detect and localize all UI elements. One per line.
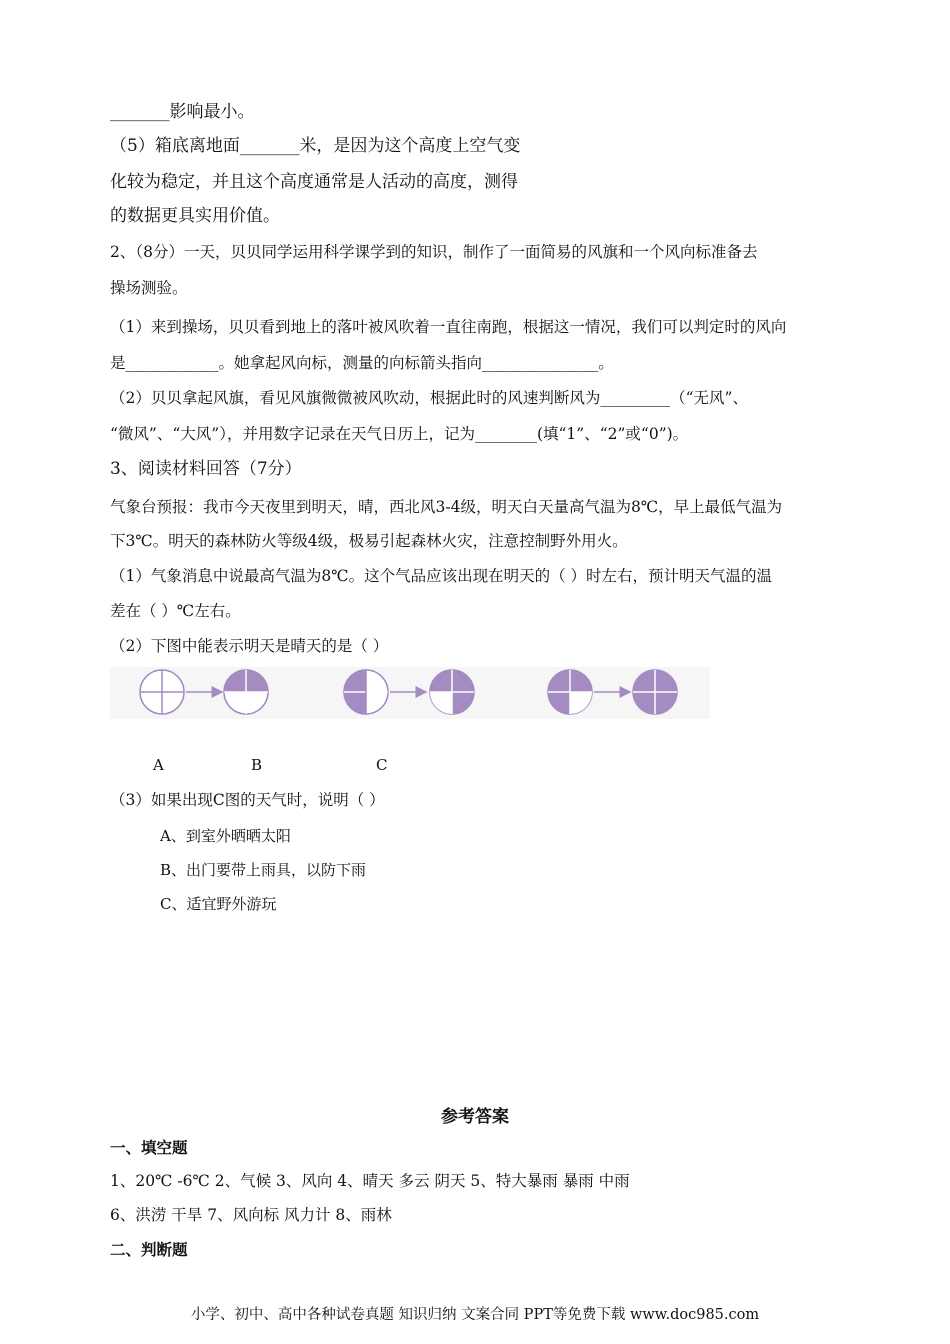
mostly-cloudy-icon [548,670,592,714]
answer-line: 1、20℃ -6℃ 2、气候 3、风向 4、晴天 多云 阴天 5、特大暴雨 暴雨 中雨 [110,1172,630,1190]
option-a: A、到室外晒晒太阳 [160,827,291,845]
figure-label-c: C [376,756,388,774]
overcast-icon [633,670,677,714]
text-line: 气象台预报：我市今天夜里到明天，晴，西北风3-4级，明天白天量高气温为8℃，早上最低气温为 [110,498,783,516]
option-c: C、适宜野外游玩 [160,895,277,913]
text-line: 的数据更具实用价值。 [110,206,280,226]
partly-cloudy-icon [344,670,388,714]
question-2-part-2: （2）贝贝拿起风旗，看见风旗微微被风吹动，根据此时的风速判断风为_________（“无风”、 [110,389,748,407]
section-title: 一、填空题 [110,1138,188,1157]
answer-line: 6、洪涝 干旱 7、风向标 风力计 8、雨林 [110,1206,392,1224]
text-line: “微风”、“大风”），并用数字记录在天气日历上，记为________(填“1”、“2”或“0”)。 [110,425,689,443]
question-2-stem: 2、（8分）一天，贝贝同学运用科学课学到的知识，制作了一面简易的风旗和一个风向标准备去 [110,243,758,261]
answers-title: 参考答案 [441,1107,509,1127]
text-line: _______影响最小。 [110,102,255,122]
text-line: 是____________。她拿起风向标，测量的向标箭头指向_______________。 [110,354,614,372]
option-b: B、出门要带上雨具，以防下雨 [160,861,367,879]
weather-symbols-figure [110,667,710,723]
question-2-part-1: （1）来到操场，贝贝看到地上的落叶被风吹着一直往南跑，根据这一情况，我们可以判定时的风向 [110,318,787,336]
clear-sky-icon [140,670,184,714]
mostly-cloudy-icon [430,670,474,714]
text-line: 差在（ ）℃左右。 [110,602,241,620]
figure-label-a: A [153,756,164,774]
figure-label-b: B [251,756,263,774]
question-3-part-2: （2）下图中能表示明天是晴天的是（ ） [110,637,389,655]
text-line: 操场测验。 [110,279,188,297]
partly-cloudy-icon [224,670,268,714]
section-title: 二、判断题 [110,1240,188,1259]
page-footer: 小学、初中、高中各种试卷真题 知识归纳 文案合同 PPT等免费下载 www.doc985.com [190,1307,760,1323]
question-3-part-1: （1）气象消息中说最高气温为8℃。这个气品应该出现在明天的（ ）时左右，预计明天气温的温 [110,567,772,585]
question-3-title: 3、阅读材料回答（7分） [110,459,302,479]
text-line: 下3℃。明天的森林防火等级4级，极易引起森林火灾，注意控制野外用火。 [110,532,628,550]
question-3-part-3: （3）如果出现C图的天气时，说明（ ） [110,791,385,809]
text-line: （5）箱底离地面_______米，是因为这个高度上空气变 [110,136,521,156]
text-line: 化较为稳定，并且这个高度通常是人活动的高度，测得 [110,172,518,192]
